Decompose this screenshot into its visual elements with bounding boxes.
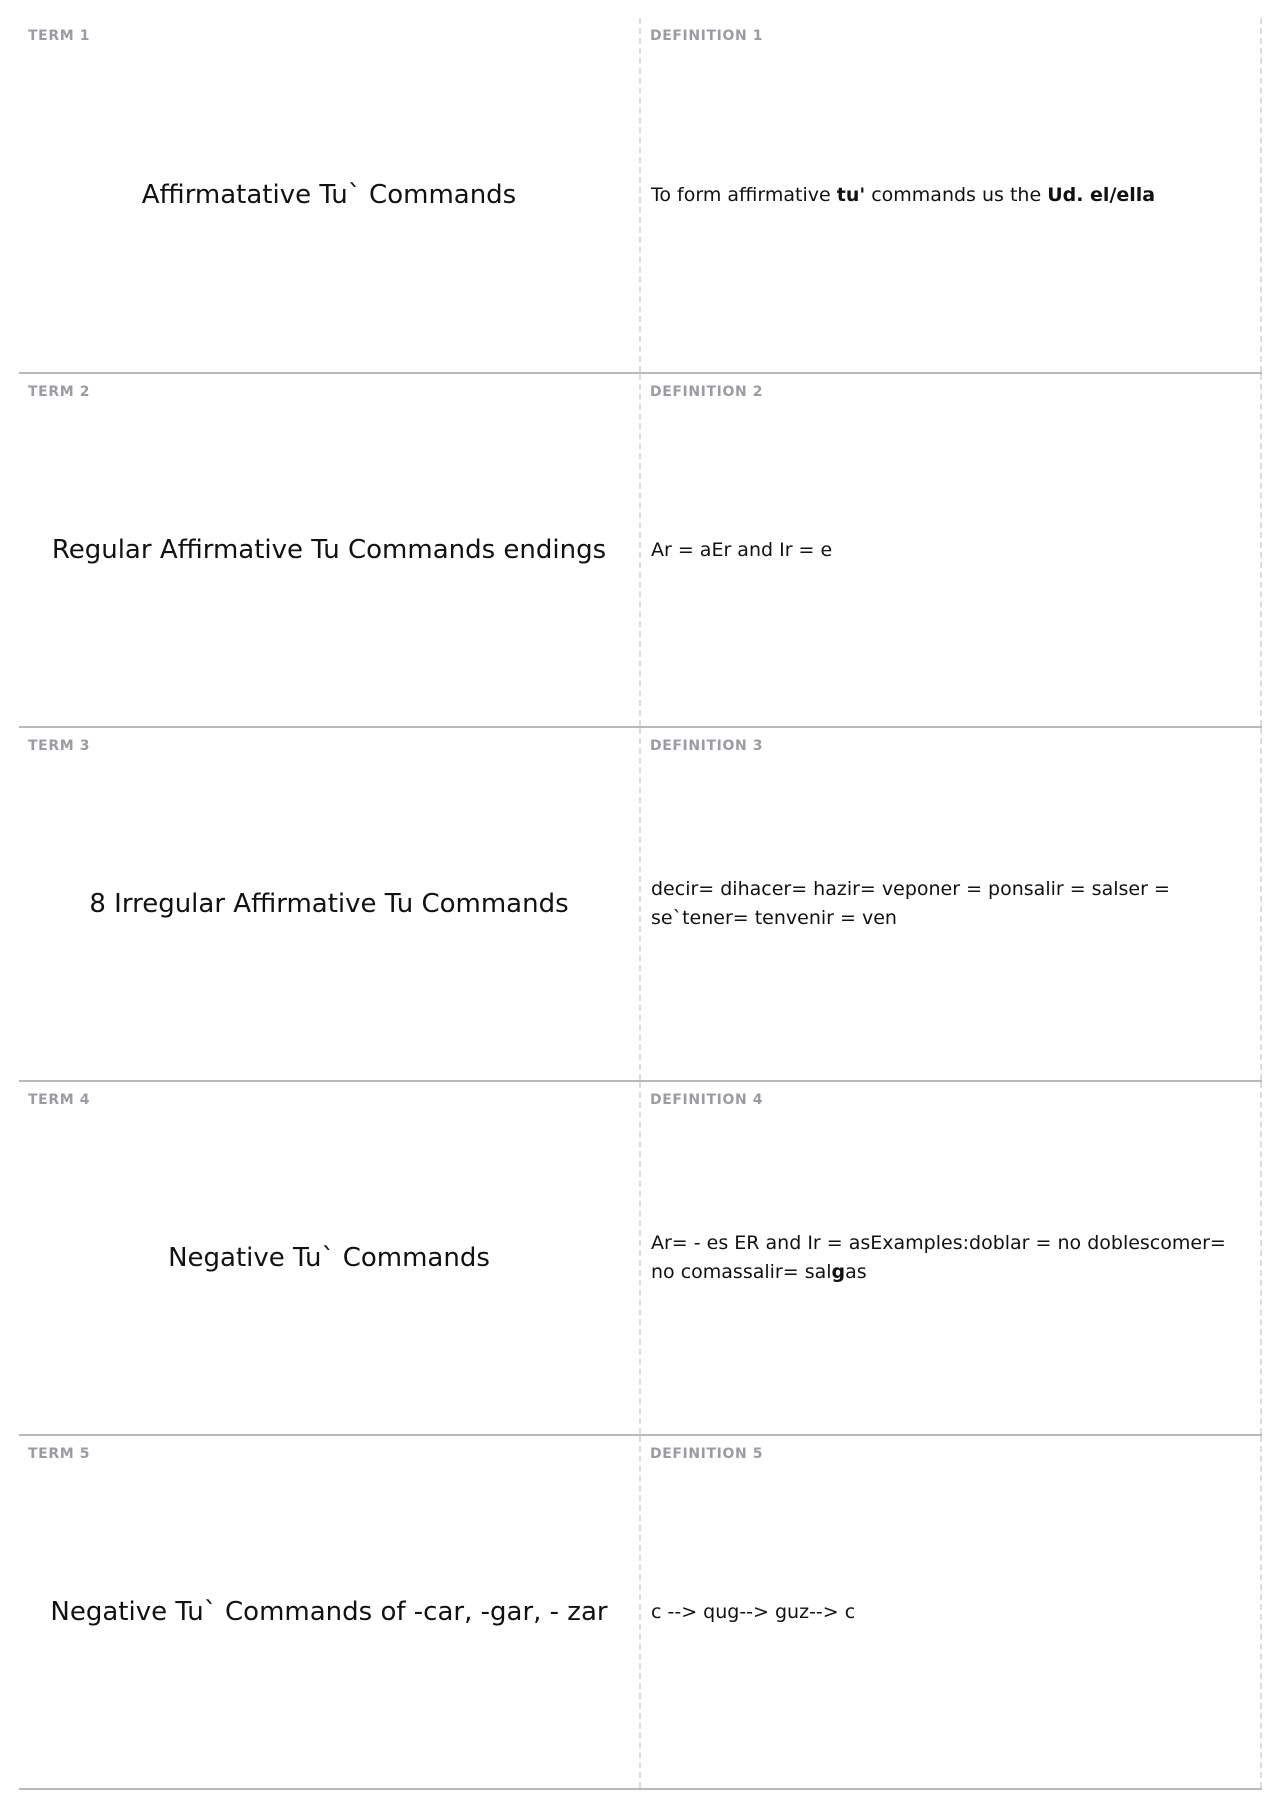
definition-text <box>651 18 1246 372</box>
term-text: 8 Irregular Affirmative Tu Commands <box>89 889 569 919</box>
term-cell <box>19 1082 641 1434</box>
definition-label: DEFINITION 5 <box>650 1446 764 1462</box>
term-text: Affirmatative Tu` Commands <box>141 180 517 210</box>
definition-label: DEFINITION 1 <box>650 28 764 44</box>
definition-cell <box>641 1436 1262 1788</box>
definition-bold-segment: g <box>831 1261 846 1283</box>
definition-text <box>651 1436 1246 1788</box>
term-cell <box>19 1436 641 1788</box>
definition-segment: Ar= - es ER and Ir = asExamples:doblar = no doblescomer= no comassalir= sal <box>651 1232 1226 1283</box>
term-label: TERM 2 <box>28 384 91 400</box>
definition-text <box>651 1082 1246 1434</box>
definition-segment: decir= dihacer= hazir= veponer = ponsalir = salser = se`tener= tenvenir = ven <box>651 878 1170 929</box>
definition-segment: commands us the <box>865 183 1048 206</box>
definition-label: DEFINITION 4 <box>650 1092 764 1108</box>
term-cell <box>19 18 641 372</box>
flashcard-sheet <box>19 18 1262 1790</box>
card-row <box>19 374 1262 728</box>
term-text: Regular Affirmative Tu Commands endings <box>51 535 607 565</box>
definition-bold-segment: tu' <box>836 183 866 206</box>
definition-segment: c --> qug--> guz--> c <box>651 1600 856 1623</box>
definition-segment: as <box>845 1261 867 1283</box>
definition-cell <box>641 1082 1262 1434</box>
card-row <box>19 18 1262 374</box>
term-text: Negative Tu` Commands of -car, -gar, - zar <box>50 1597 608 1627</box>
definition-cell <box>641 374 1262 726</box>
term-label: TERM 5 <box>28 1446 91 1462</box>
card-row <box>19 728 1262 1082</box>
term-label: TERM 1 <box>28 28 91 44</box>
card-row <box>19 1436 1262 1790</box>
definition-cell <box>641 18 1262 372</box>
term-label: TERM 3 <box>28 738 91 754</box>
definition-label: DEFINITION 3 <box>650 738 764 754</box>
definition-cell <box>641 728 1262 1080</box>
card-row <box>19 1082 1262 1436</box>
definition-segment: To form affirmative <box>651 183 837 206</box>
definition-text <box>651 374 1246 726</box>
term-cell <box>19 728 641 1080</box>
definition-label: DEFINITION 2 <box>650 384 764 400</box>
definition-bold-segment: Ud. el/ella <box>1047 183 1156 206</box>
term-label: TERM 4 <box>28 1092 91 1108</box>
term-text: Negative Tu` Commands <box>168 1243 490 1273</box>
definition-segment: Ar = aEr and Ir = e <box>651 538 833 561</box>
definition-text <box>651 728 1246 1080</box>
term-cell <box>19 374 641 726</box>
